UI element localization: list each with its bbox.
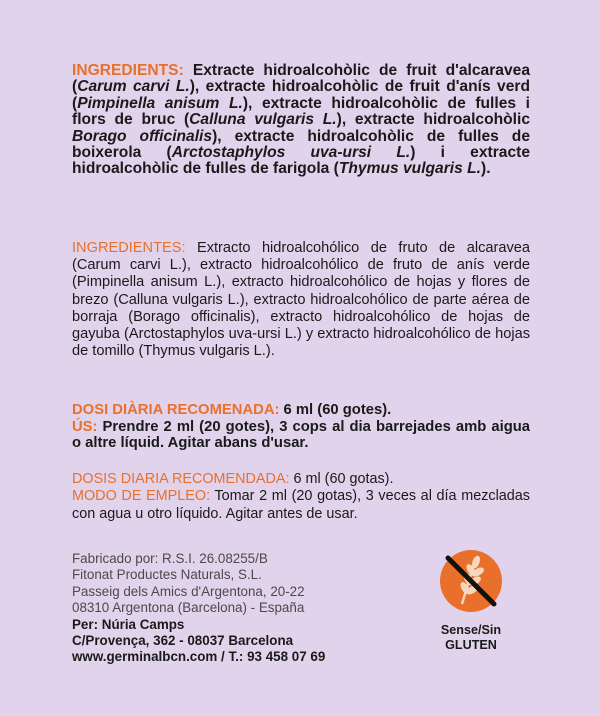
latin-name: Borago officinalis — [72, 127, 213, 145]
catalan-dose-value: 6 ml (60 gotes). — [279, 402, 392, 418]
catalan-use-heading: ÚS: — [72, 418, 98, 435]
catalan-ingredients-text: ), extracte hidroalcohòlic de fulles i flors de bruc ( — [72, 94, 530, 129]
gluten-badge-line2: GLUTEN — [445, 638, 497, 652]
manufacturer-registration: Fabricado por: R.S.I. 26.08255/B — [72, 551, 268, 566]
spanish-ingredients — [72, 240, 530, 360]
spanish-ingredients-text: ), extracto hidroalcohólico de hojas y flores de brezo ( — [72, 274, 530, 308]
manufacturer-city: 08310 Argentona (Barcelona) - España — [72, 600, 305, 616]
spanish-ingredients-text: ), extracto hidroalcohólico de fruto de anís verde ( — [72, 257, 530, 291]
manufacturer-company: Fitonat Productes Naturals, S.L. — [72, 567, 262, 583]
spanish-ingredients-text: Extracto hidroalcohólico de fruto de alcaravea ( — [72, 240, 530, 274]
latin-name: Borago officinalis — [133, 308, 251, 325]
distributor-address: C/Provença, 362 - 08037 Barcelona — [72, 633, 294, 649]
distributor-name: Per: Núria Camps — [72, 616, 185, 632]
catalan-ingredients-text: ), extracte hidroalcohòlic de fulles de boixerola ( — [72, 127, 530, 162]
gluten-badge-label — [421, 623, 521, 653]
spanish-ingredients-text: ) y extracto hidroalcohólico de hojas de tomillo ( — [72, 326, 530, 360]
latin-name: Carum carvi L. — [77, 78, 190, 96]
latin-name: Arctostaphylos uva-ursi L. — [171, 144, 411, 162]
catalan-ingredients-text: Extracte hidroalcohòlic de fruit d'alcaravea ( — [72, 62, 530, 96]
manufacturer-info — [72, 551, 412, 666]
catalan-ingredients-text: ) i extracte hidroalcohòlic de fulles de farigola ( — [72, 144, 530, 178]
catalan-ingredients — [72, 63, 530, 178]
latin-name: Thymus vulgaris L. — [338, 160, 481, 178]
spanish-use-heading: MODO DE EMPLEO: — [72, 488, 211, 505]
manufacturer-street: Passeig dels Amics d'Argentona, 20-22 — [72, 583, 305, 599]
spanish-dosage — [72, 471, 530, 523]
catalan-dose-line — [72, 402, 530, 419]
latin-name: Pimpinella anisum L. — [77, 94, 243, 112]
spanish-dose-line — [72, 471, 530, 488]
latin-name: Carum carvi L. — [76, 257, 182, 274]
latin-name: Calluna vulgaris L. — [189, 111, 337, 129]
catalan-ingredients-text: ), extracte hidroalcohòlic — [336, 111, 530, 129]
spanish-use-text: Tomar 2 ml (20 gotas), 3 veces al día mezcladas con agua u otro líquido. Agitar antes de usar. — [72, 488, 531, 522]
catalan-ingredients-heading: INGREDIENTS: — [72, 62, 184, 79]
spanish-dose-value: 6 ml (60 gotas). — [289, 471, 394, 487]
catalan-ingredients-text: ), extracte hidroalcohòlic de fruit d'anís verd ( — [72, 78, 530, 112]
spanish-dose-heading: DOSIS DIARIA RECOMENDADA: — [72, 471, 290, 487]
spanish-ingredients-text: ). — [265, 343, 275, 360]
latin-name: Calluna vulgaris L. — [118, 291, 240, 308]
spanish-ingredients-text: ), extracto hidroalcohólico de parte aérea de borraja ( — [72, 291, 531, 325]
distributor-contact: www.germinalbcn.com / T.: 93 458 07 69 — [72, 649, 326, 665]
spanish-ingredients-text: ), extracto hidroalcohólico de hojas de gayuba ( — [72, 308, 531, 343]
spanish-ingredients-heading: INGREDIENTES: — [72, 240, 186, 256]
latin-name: Thymus vulgaris L. — [143, 343, 266, 360]
catalan-dose-heading: DOSI DIÀRIA RECOMENADA: — [72, 402, 280, 418]
catalan-ingredients-text: ). — [481, 160, 491, 178]
catalan-dosage — [72, 402, 530, 452]
crossed-wheat-icon — [438, 548, 504, 614]
gluten-free-badge — [421, 548, 521, 653]
latin-name: Arctostaphylos uva-ursi L. — [128, 326, 297, 343]
catalan-use-text: Prendre 2 ml (20 gotes), 3 cops al dia barrejades amb aigua o altre líquid. Agitar abans d'usar. — [72, 418, 530, 452]
spanish-use-line — [72, 488, 530, 523]
latin-name: Pimpinella anisum L. — [76, 274, 217, 291]
catalan-use-line — [72, 419, 530, 452]
gluten-badge-line1: Sense/Sin — [440, 623, 502, 637]
